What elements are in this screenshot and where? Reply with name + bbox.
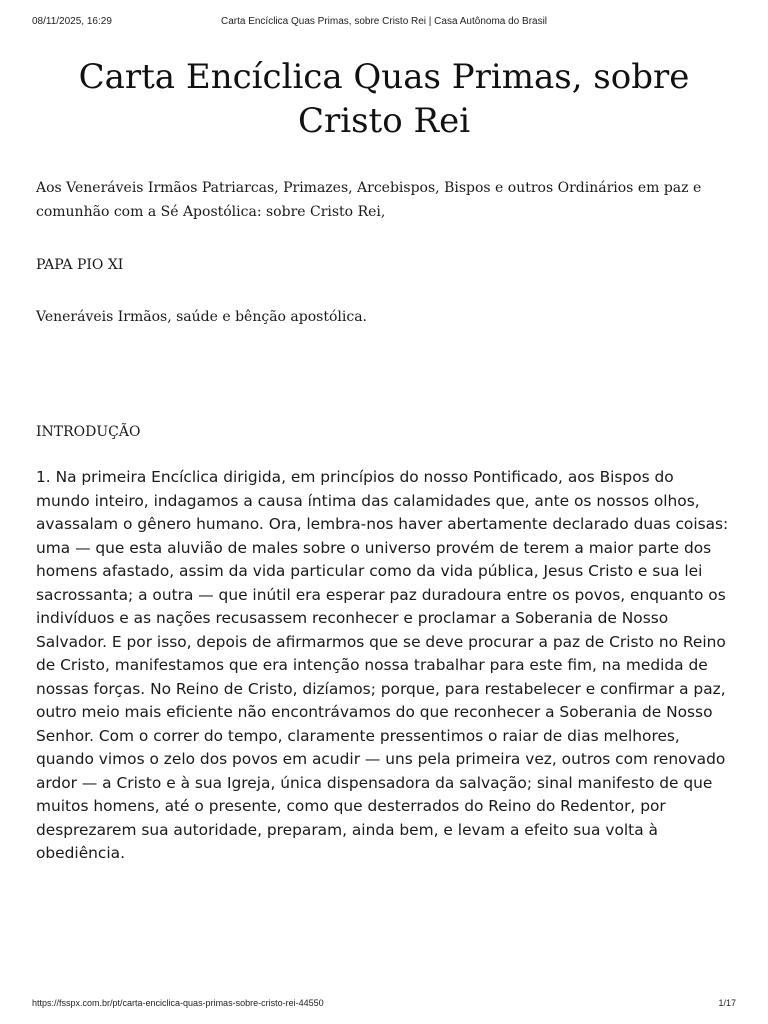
- print-url: https://fsspx.com.br/pt/carta-enciclica-quas-primas-sobre-cristo-rei-44550: [32, 998, 324, 1008]
- addressee-text: Aos Veneráveis Irmãos Patriarcas, Primazes, Arcebispos, Bispos e outros Ordinários em paz e comunhão com a Sé Apostólica: sobre Cristo Rei,: [36, 180, 702, 220]
- print-document-title: Carta Encíclica Quas Primas, sobre Cristo Rei | Casa Autônoma do Brasil: [220, 16, 548, 27]
- print-footer: [32, 998, 736, 1008]
- print-datetime: 08/11/2025, 16:29: [32, 16, 112, 27]
- print-header: [32, 16, 736, 27]
- page-indicator: 1/17: [718, 998, 736, 1008]
- body-paragraph: 1. Na primeira Encíclica dirigida, em princípios do nosso Pontificado, aos Bispos do mundo inteiro, indagamos a causa íntima das calamidades que, ante os nossos olhos, avassalam o gênero humano. Ora, lembra-nos haver abertamente declarado duas coisas: uma — que esta aluvião de males sobre o universo provém de terem a maior parte dos homens afastado, assim da vida particular como da vida pública, Jesus Cristo e sua lei sacrossanta; a outra — que inútil era esperar paz duradoura entre os povos, enquanto os indivíduos e as nações recusassem reconhecer e proclamar a Soberania de Nosso Salvador. E por isso, depois de afirmarmos que se deve procurar a paz de Cristo no Reino de Cristo, manifestamos que era intenção nossa trabalhar para este fim, na medida de nossas forças. No Reino de Cristo, dizíamos; porque, para restabelecer e confirmar a paz, outro meio mais eficiente não encontrávamos do que reconhecer a Soberania de Nosso Senhor. Com o correr do tempo, claramente pressentimos o raiar de dias melhores, quando vimos o zelo dos povos em acudir — uns pela primeira vez, outros com renovado ardor — a Cristo e à sua Igreja, única dispensadora da salvação; sinal manifesto de que muitos homens, até o presente, como que desterrados do Reino do Redentor, por desprezarem sua autoridade, preparam, ainda bem, e levam a efeito sua volta à obediência.: [36, 468, 729, 862]
- greeting-text: Veneráveis Irmãos, saúde e bênção apostólica.: [36, 309, 367, 325]
- section-heading: INTRODUÇÃO: [36, 424, 141, 440]
- pope-name: PAPA PIO XI: [36, 257, 124, 273]
- page-title: Carta Encíclica Quas Primas, sobre Cristo Rei: [78, 57, 690, 141]
